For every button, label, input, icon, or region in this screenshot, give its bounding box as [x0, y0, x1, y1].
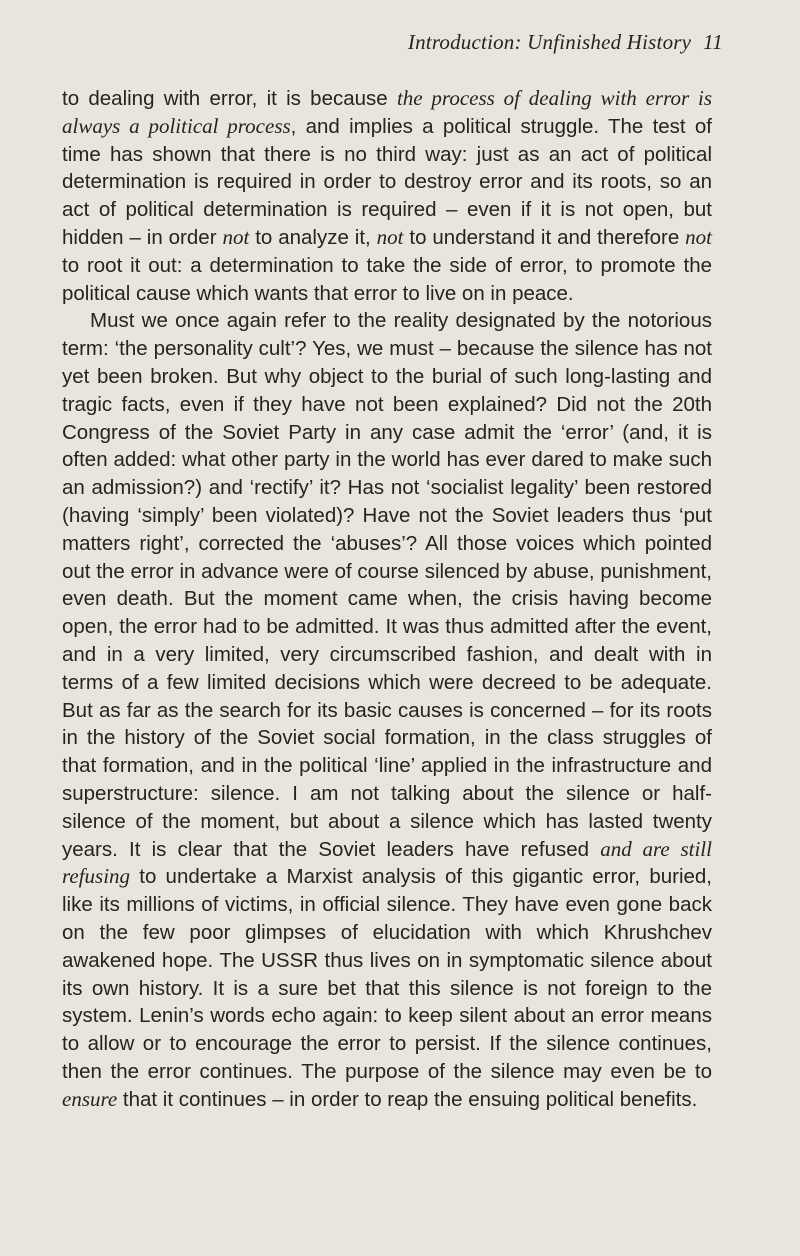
running-title: Introduction: Unfinished History — [407, 30, 692, 54]
text-run: that it continues – in order to reap the ensuing political benefits. — [117, 1087, 698, 1111]
text-run: Must we once again refer to the reality designated by the notorious term: ‘the personality cult’? Yes, we must – because the silence has not yet been broken. But why object to the burial of such long-lasting and tragic facts, even if they have not been explained? Did not the 20th Congress of the Soviet Party in any case admit the ‘error’ (and, it is often added: what other party in the world has ever dared to make such an admission?) and ‘rectify’ it? Has not ‘socialist legality’ been restored (having ‘simply’ been violated)? Have not the Soviet leaders thus ‘put matters right’, corrected the ‘abuses’? All those voices which pointed out the error in advance were of course silenced by abuse, punishment, even death. But the moment came when, the crisis having become open, the error had to be admitted. It was thus admitted after the event, and in a very limited, very circumscribed fashion, and dealt with in terms of a few limited decisions which were decreed to be adequate. But as far as the search for its basic causes is concerned – for its roots in the history of the Soviet social formation, in the class struggles of that formation, and in the political ‘line’ applied in the infrastructure and superstructure: silence. I am not talking about the silence or half-silence of the moment, but about a silence which has lasted twenty years. It is clear that the Soviet leaders have refused — [62, 309, 712, 861]
page-number: 11 — [703, 30, 723, 54]
paragraph — [62, 85, 712, 307]
emphasis-text: not — [685, 224, 712, 249]
emphasis-text: not — [376, 224, 404, 249]
text-run: to understand it and therefore — [403, 225, 686, 249]
text-run: to root it out: a determination to take the side of error, to promote the political cause which wants that error to live on in peace. — [62, 253, 712, 305]
text-run: to analyze it, — [249, 225, 377, 249]
text-run: to dealing with error, it is because — [62, 87, 397, 110]
emphasis-text: not — [222, 224, 250, 249]
paragraph — [62, 307, 712, 1113]
emphasis-text: the process of dealing with error is always a political process — [62, 86, 712, 138]
emphasis-text: ensure — [62, 1086, 118, 1111]
text-run: , and implies a political struggle. The test of time has shown that there is no third way: just as an act of political determination is required in order to destroy error and its roots, so an act of political determination is required – even if it is not open, but hidden – in order — [62, 114, 712, 249]
running-header — [408, 30, 723, 55]
emphasis-text: and are still refusing — [62, 836, 712, 889]
text-run: to undertake a Marxist analysis of this gigantic error, buried, like its millions of victims, in official silence. They have even gone back on the few poor glimpses of elucidation with which Khrushchev awakened hope. The USSR thus lives on in symptomatic silence about its own history. It is a sure bet that this silence is not foreign to the system. Lenin’s words echo again: to keep silent about an error means to allow or to encourage the error to persist. If the silence continues, then the error continues. The purpose of the silence may even be to — [62, 865, 712, 1083]
body-text — [62, 85, 712, 1113]
